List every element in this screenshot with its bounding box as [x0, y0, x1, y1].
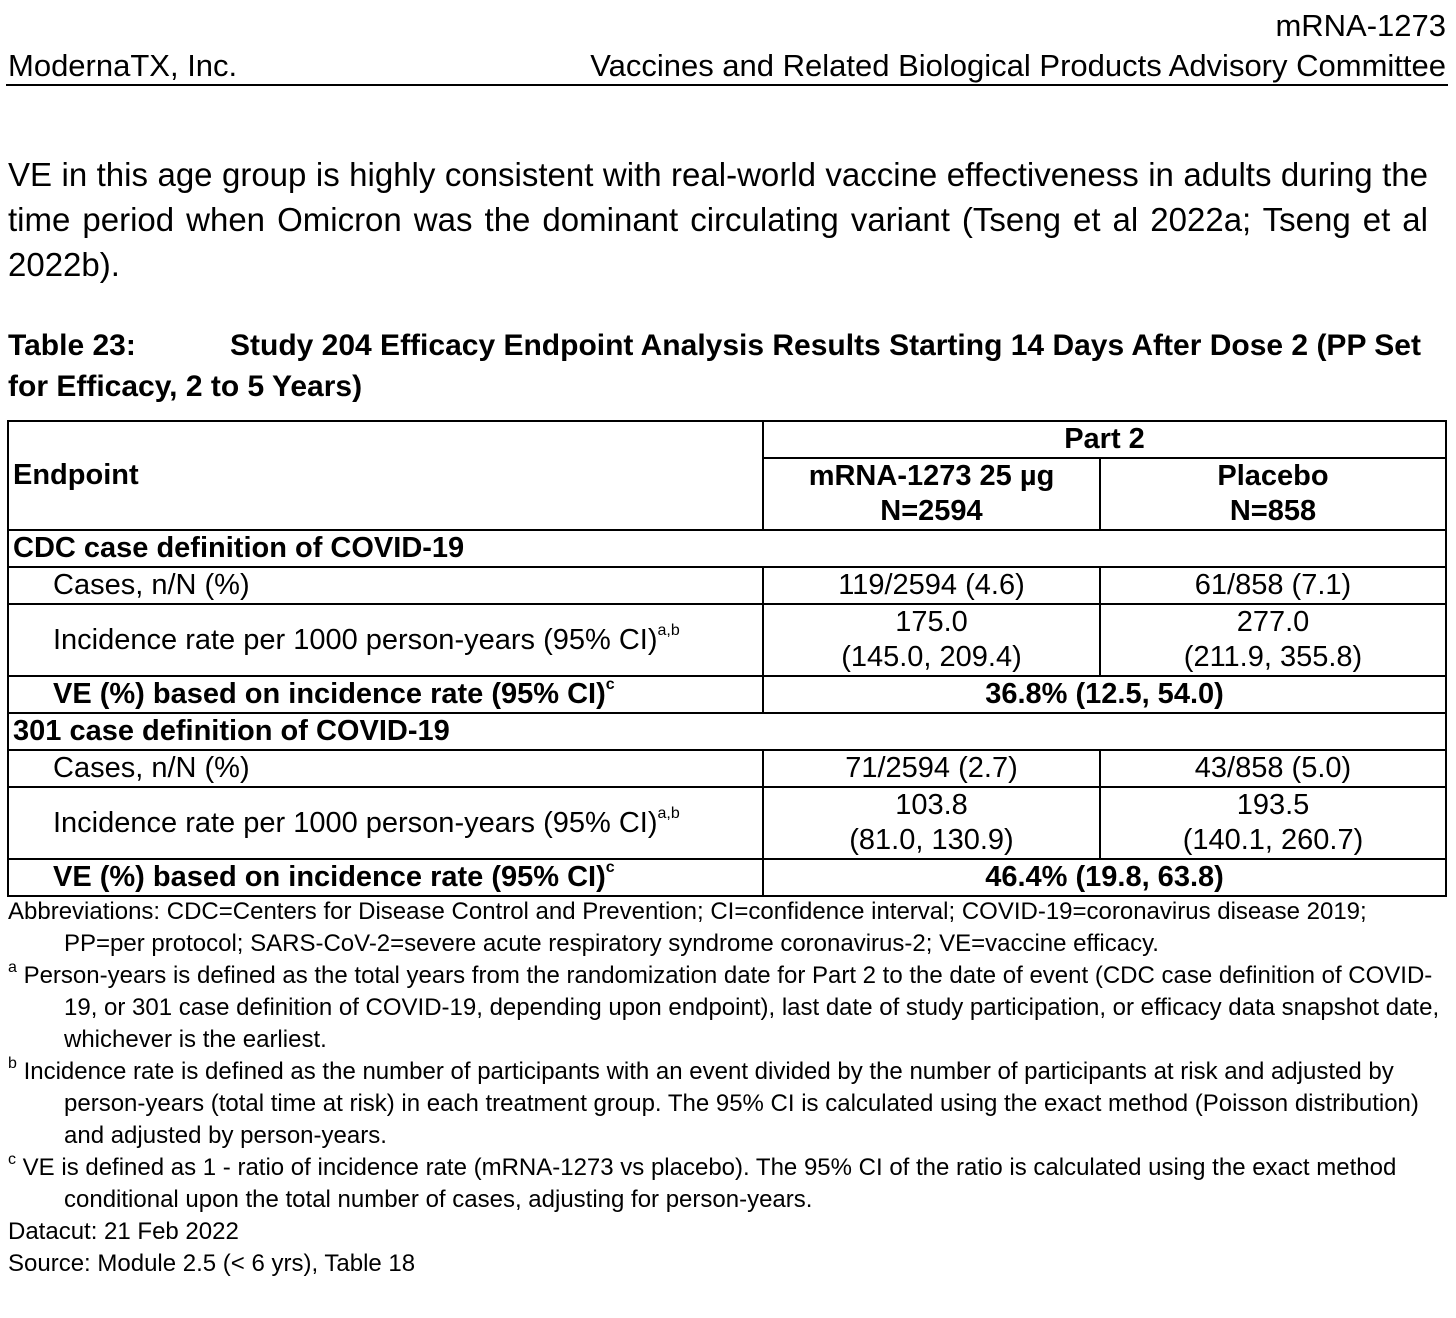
part-header: Part 2 [763, 421, 1446, 458]
row-label: Incidence rate per 1000 person-years (95% CI)$^{a,b}$ [8, 604, 763, 676]
cell: 119/2594 (4.6) [763, 567, 1100, 604]
committee-name: Vaccines and Related Biological Products Advisory Committee [590, 48, 1446, 83]
table-row [8, 859, 1446, 896]
table-row [8, 676, 1446, 713]
row-label: Cases, n/N (%) [8, 567, 763, 604]
efficacy-table [7, 420, 1447, 897]
row-label: Incidence rate per 1000 person-years (95% CI)$^{a,b}$ [8, 787, 763, 859]
section-row [8, 713, 1446, 750]
footnote: $^b$ Incidence rate is defined as the number of participants with an event divided by the number of participants at risk and adjusted by person-years (total time at risk) in each treatment group. The 95% CI is calculated using the exact method (Poisson distribution) and adjusted by person-years. [8, 1055, 1419, 1149]
cell: 175.0 (145.0, 209.4) [763, 604, 1100, 676]
col-header-placebo: Placebo N=858 [1100, 458, 1446, 530]
document-id: mRNA-1273 [1275, 8, 1446, 43]
footnotes [8, 896, 1448, 1280]
table-row [8, 787, 1446, 859]
table-row [8, 604, 1446, 676]
section-title: 301 case definition of COVID-19 [8, 713, 1446, 750]
endpoint-header: Endpoint [8, 421, 763, 530]
cell: 71/2594 (2.7) [763, 750, 1100, 787]
header-divider [6, 84, 1448, 86]
table-title [8, 325, 1428, 407]
cell: 277.0 (211.9, 355.8) [1100, 604, 1446, 676]
ve-cell: 36.8% (12.5, 54.0) [763, 676, 1446, 713]
company-name: ModernaTX, Inc. [8, 48, 238, 83]
source: Source: Module 2.5 (< 6 yrs), Table 18 [8, 1250, 416, 1277]
cell: 43/858 (5.0) [1100, 750, 1446, 787]
datacut: Datacut: 21 Feb 2022 [8, 1218, 239, 1245]
table-number: Table 23: [8, 329, 136, 362]
row-label: Cases, n/N (%) [8, 750, 763, 787]
section-row [8, 530, 1446, 567]
row-label: VE (%) based on incidence rate (95% CI)$^c$ [8, 859, 763, 896]
table-row [8, 567, 1446, 604]
abbreviations: Abbreviations: CDC=Centers for Disease Control and Prevention; CI=confidence interval; COVID-19=coronavirus disease 2019; PP=per protocol; SARS-CoV-2=severe acute respiratory syndrome coronavirus-2; VE=vaccine efficacy. [8, 898, 1367, 957]
table-row [8, 750, 1446, 787]
body-paragraph: VE in this age group is highly consistent with real-world vaccine effectiveness in adults during the time period when Omicron was the dominant circulating variant (Tseng et al 2022a; Tseng et al 2022b). [8, 156, 1428, 283]
footnote: $^a$ Person-years is defined as the total years from the randomization date for Part 2 to the date of event (CDC case definition of COVID-19, or 301 case definition of COVID-19, depending upon endpoint), last date of study participation, or efficacy data snapshot date, whichever is the earliest. [8, 959, 1440, 1053]
cell: 103.8 (81.0, 130.9) [763, 787, 1100, 859]
row-label: VE (%) based on incidence rate (95% CI)$^c$ [8, 676, 763, 713]
cell: 61/858 (7.1) [1100, 567, 1446, 604]
footnote: $^c$ VE is defined as 1 - ratio of incidence rate (mRNA-1273 vs placebo). The 95% CI of the ratio is calculated using the exact method conditional upon the total number of cases, adjusting for person-years. [8, 1151, 1397, 1213]
table-title-text: Study 204 Efficacy Endpoint Analysis Results Starting 14 Days After Dose 2 (PP Set for Efficacy, 2 to 5 Years) [8, 329, 1421, 403]
col-header-mrna: mRNA-1273 25 µg N=2594 [763, 458, 1100, 530]
cell: 193.5 (140.1, 260.7) [1100, 787, 1446, 859]
ve-cell: 46.4% (19.8, 63.8) [763, 859, 1446, 896]
section-title: CDC case definition of COVID-19 [8, 530, 1446, 567]
